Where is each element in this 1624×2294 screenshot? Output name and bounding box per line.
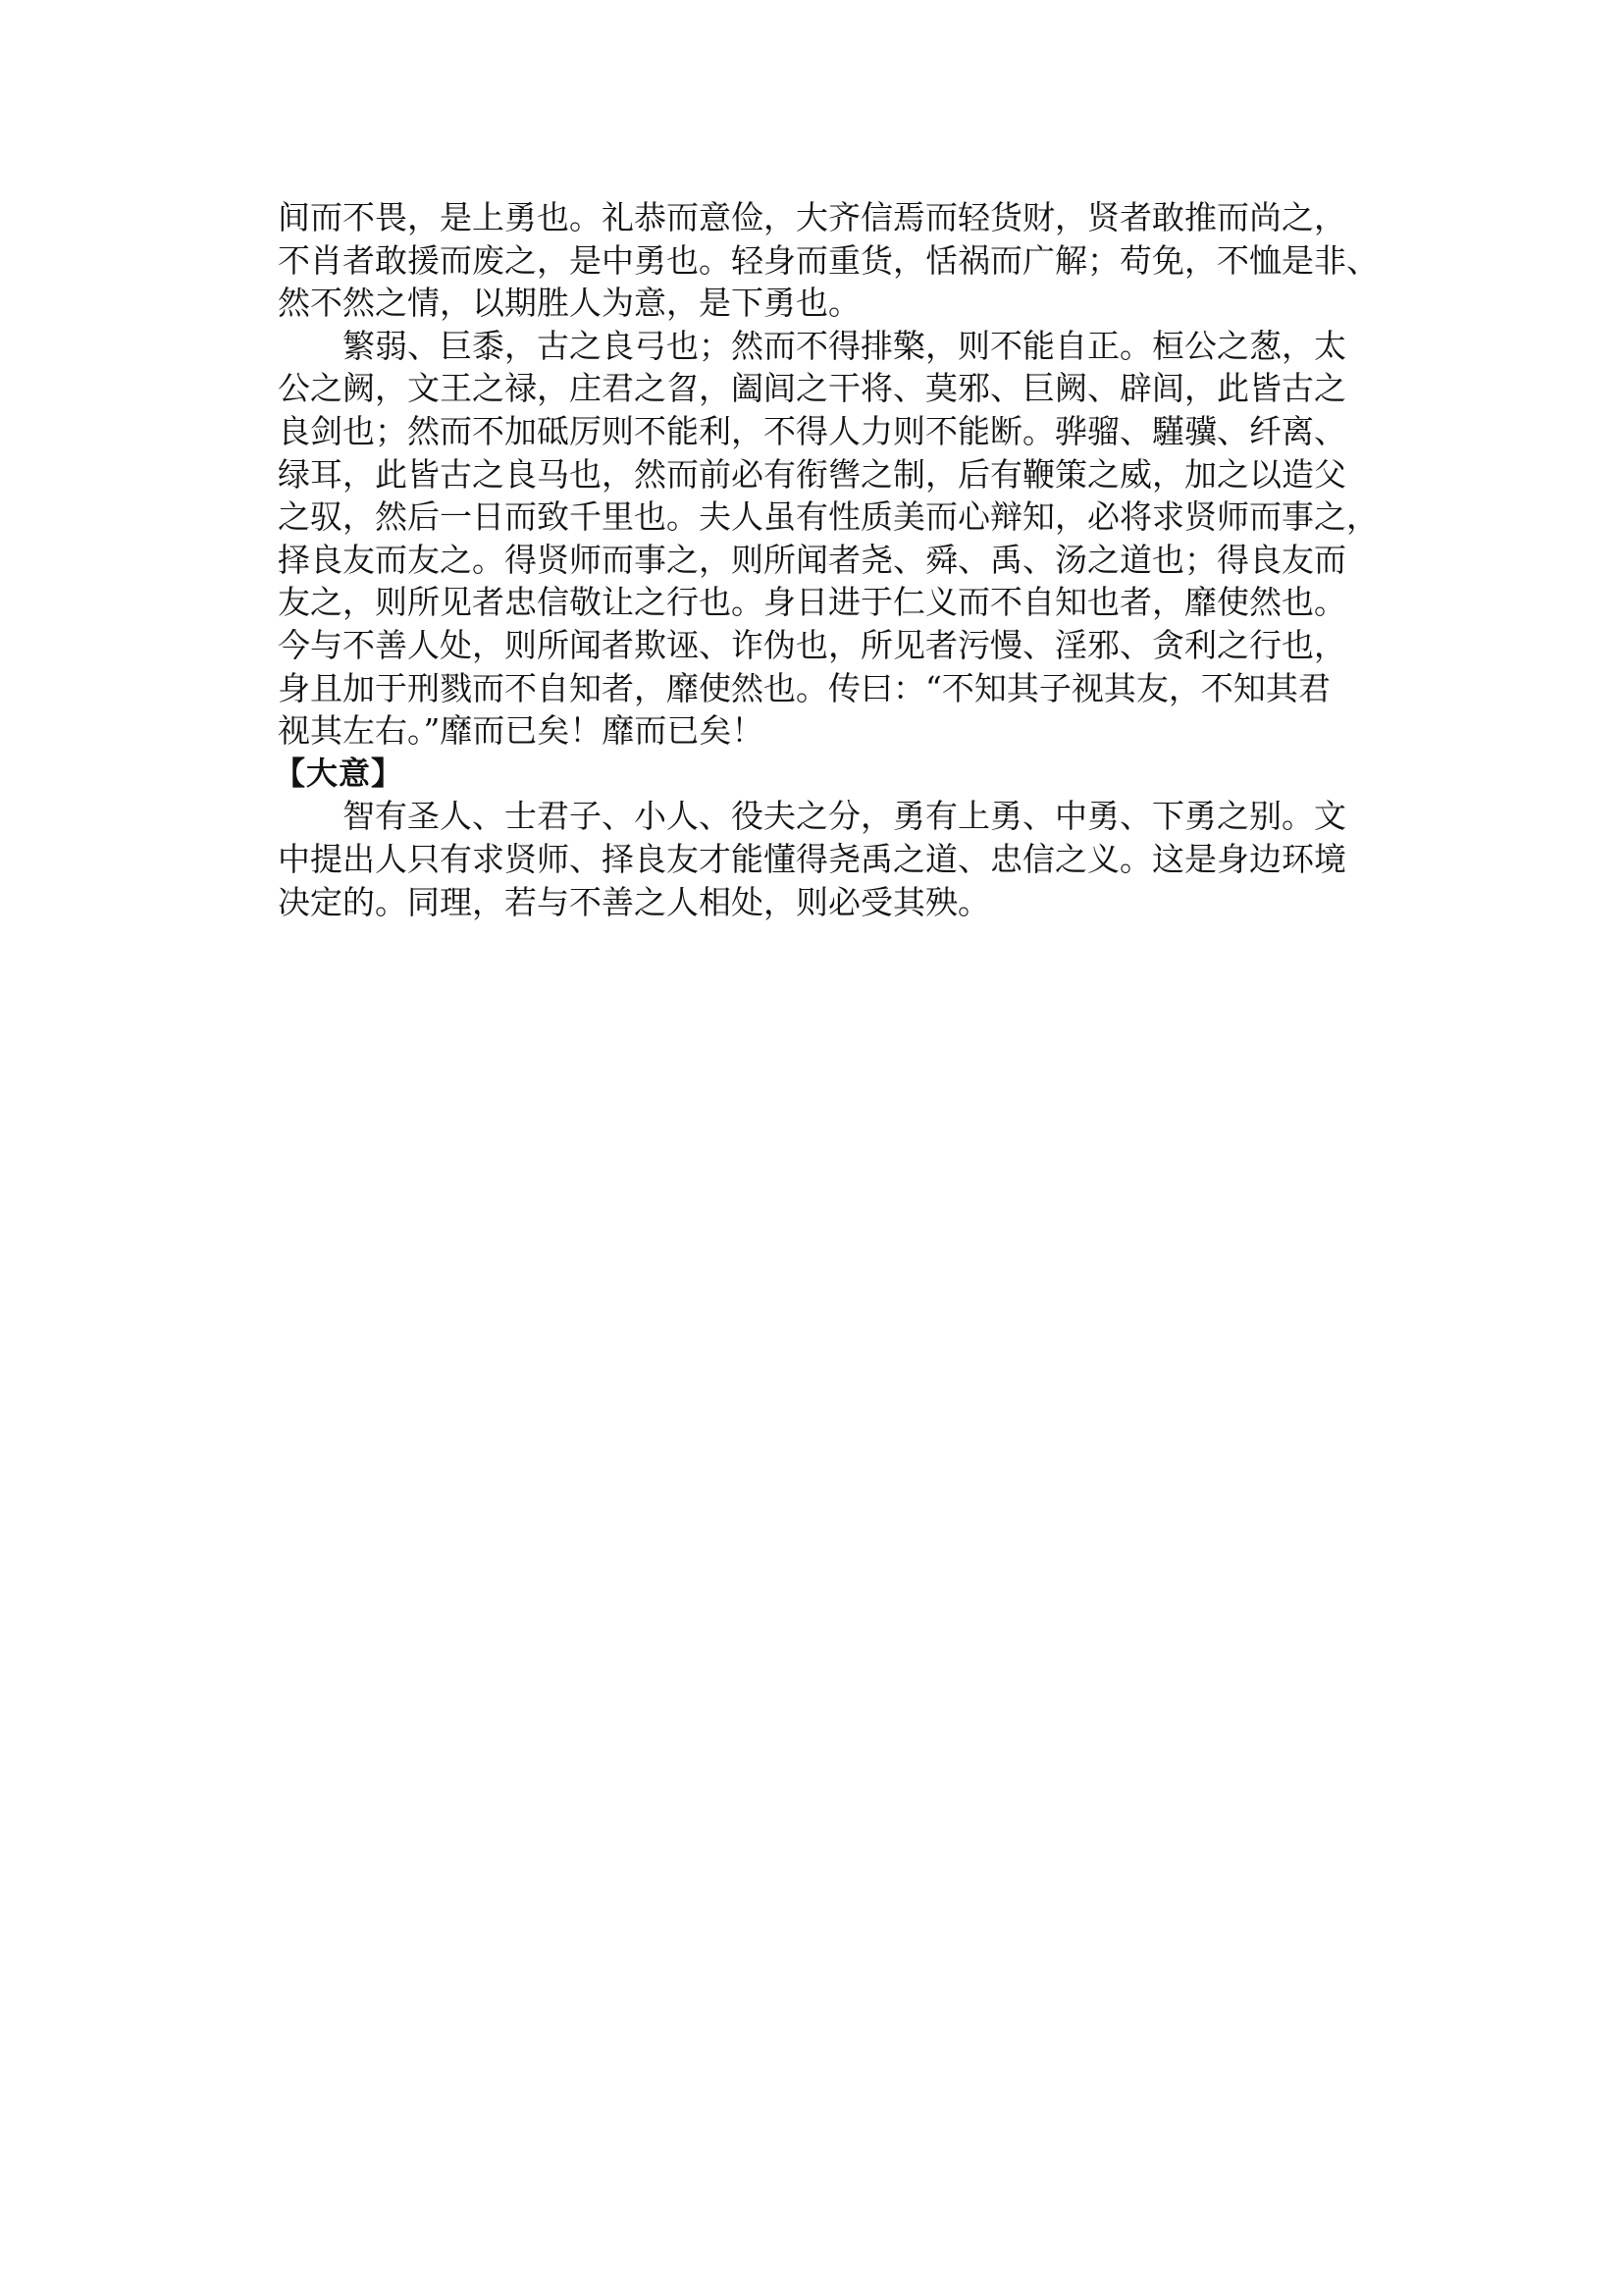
- text-line: 然不然之情，以期胜人为意，是下勇也。: [278, 284, 861, 323]
- document-body: [274, 196, 1379, 923]
- text-line: 择良友而友之。得贤师而事之，则所闻者尧、舜、禹、汤之道也；得良友而: [278, 540, 1346, 579]
- section-heading: 【大意】: [274, 754, 404, 792]
- text-line: 良剑也；然而不加砥厉则不能利，不得人力则不能断。骅骝、騹骥、纤离、: [278, 411, 1346, 450]
- text-line: 友之，则所见者忠信敬让之行也。身日进于仁义而不自知也者，靡使然也。: [278, 583, 1346, 622]
- text-line: 公之阙，文王之禄，庄君之曶，阖闾之干将、莫邪、巨阙、辟闾，此皆古之: [278, 369, 1346, 408]
- text-line: 绿耳，此皆古之良马也，然而前必有衔辔之制，后有鞭策之威，加之以造父: [278, 454, 1346, 494]
- text-line: 决定的。同理，若与不善之人相处，则必受其殃。: [278, 882, 990, 921]
- text-line: 智有圣人、士君子、小人、役夫之分，勇有上勇、中勇、下勇之别。文: [342, 797, 1346, 836]
- text-line: 中提出人只有求贤师、择良友才能懂得尧禹之道、忠信之义。这是身边环境: [278, 839, 1346, 878]
- paragraph-summary: [278, 795, 1367, 923]
- paragraph-bows-swords-horses: [278, 325, 1379, 753]
- text-line: 不肖者敢援而废之，是中勇也。轻身而重货，恬祸而广解；苟免，不恤是非、: [278, 240, 1379, 280]
- text-line: 之驭，然后一日而致千里也。夫人虽有性质美而心辩知，必将求贤师而事之，: [278, 497, 1379, 537]
- paragraph-brave-types: [278, 196, 1379, 325]
- text-line: 视其左右。”靡而已矣！靡而已矣！: [278, 711, 764, 751]
- text-line: 间而不畏，是上勇也。礼恭而意俭，大齐信焉而轻货财，贤者敢推而尚之，: [278, 198, 1346, 236]
- text-line: 身且加于刑戮而不自知者，靡使然也。传曰：“不知其子视其友，不知其君: [278, 668, 1331, 707]
- text-line: 繁弱、巨黍，古之良弓也；然而不得排檠，则不能自正。桓公之葱，太: [342, 326, 1346, 365]
- text-line: 今与不善人处，则所闻者欺诬、诈伪也，所见者污慢、淫邪、贪利之行也，: [278, 625, 1346, 664]
